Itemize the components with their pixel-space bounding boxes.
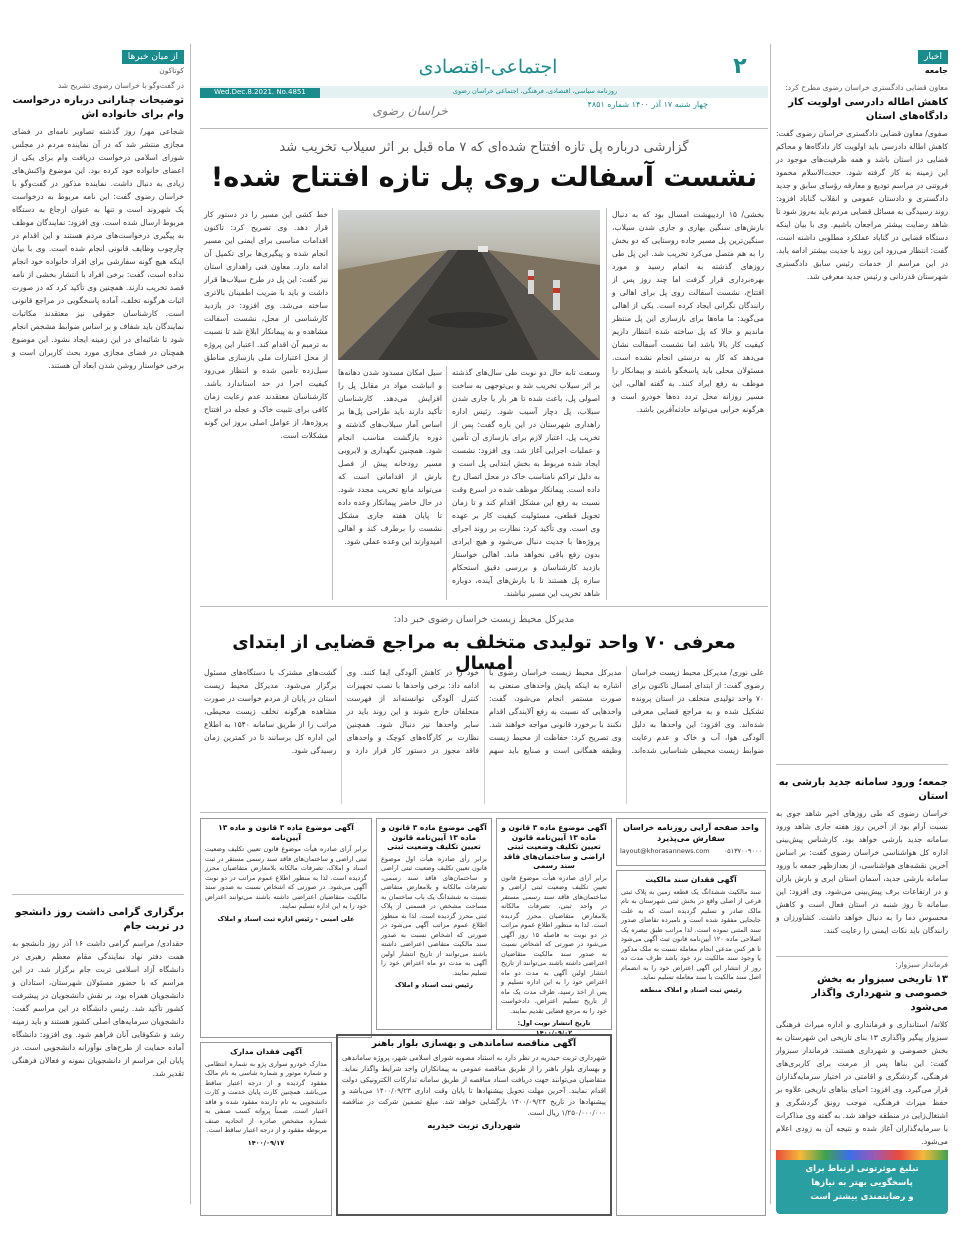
tender-footer: شهرداری تربت حیدریه: [427, 1120, 521, 1131]
notice-lost-deed: [616, 870, 766, 1216]
news3-body: کلاته/ استانداری و فرمانداری و اداره میراث فرهنگی سبزوار پیگیر واگذاری ۱۳ بنای تاریخی این شهرستان به بخش خصوصی و شهرداری هستند. فرماندار سبزوار گفت: این بناها پس از مرمت برای کاربری‌های فرهنگی، گردشگری و اقامتی در اختیار سرمایه‌گذاران قرار می‌گیرد. وی افزود: احیای بناهای تاریخی علاوه بر حفظ میراث فرهنگی، موجب رونق گردشگری و اشتغال‌زایی در منطقه خواهد شد. به گفته وی مذاکرات با سرمایه‌گذاران آغاز شده و نتیجه آن به زودی اعلام می‌شود.: [776, 1020, 948, 1146]
layout-ad-phone[interactable]: ۰۵۱۳۷۰۰۹۰۰۰: [723, 847, 762, 855]
main-body-left2: سیل امکان مسدود شدن دهانه‌ها و انباشت مواد در مقابل پل را افزایش می‌دهد. کارشناسان تأکید دارند باید طراحی پل‌ها بر اساس آمار سیلاب‌های گذشته و دوره بازگشت مناسب انجام شود. همچنین نگهداری و لایروبی مسیر رودخانه پیش از فصل بارش از اقداماتی است که می‌تواند مانع تخریب مجدد شود. در حال حاضر پیمانکار وعده داده تا پایان هفته جاری مشکل نشست را برطرف کند و اهالی امیدوارند این وعده عملی شود.: [338, 368, 442, 546]
notice2-footer: تاریخ انتشار نوبت اول: ۱۴۰۰/۰۹/۰۲: [517, 1019, 591, 1037]
main-body-left: خط کشی این مسیر را در دستور کار قرار دهد. وی تصریح کرد: تاکنون اقدامات مناسبی برای ایمنی این مسیر انجام شده و پیگیری‌ها برای تکمیل آن ادامه دارد. معاون فنی راهداری استان نیز گفت: این پل در طرح سیلاب‌ها قرار داشت و باید با ضریب اطمینان بالاتری ساخته می‌شد. وی افزود: در بازدید کارشناسی از محل، نشست آسفالت مشاهده و به پیمانکار ابلاغ شد تا نسبت به ترمیم آن اقدام کند. اعتبار این پروژه از محل اعتبارات ملی بازسازی مناطق سیل‌زده تأمین شده و انتظار می‌رود کیفیت اجرا در حد استاندارد باشد. کارشناسان معتقدند عدم رعایت زمان کافی برای تثبیت خاک و عجله در افتتاح پروژه‌ها، از عوامل اصلی بروز این گونه مشکلات است.: [204, 210, 328, 440]
header: [200, 44, 768, 126]
promo-line3: و رضایتمندی بیشتر است: [810, 1192, 914, 1202]
main-kicker: گزارشی درباره پل تازه افتتاح شده‌ای که ۷ ماه قبل بر اثر سیلاب تخریب شد: [279, 140, 689, 155]
notice4-title: آگهی موضوع ماده ۳ قانون و ماده ۱۳ آیین‌نامه: [218, 823, 354, 842]
second-kicker: مدیرکل محیط زیست خراسان رضوی خبر داد:: [393, 614, 575, 625]
left-news2-body: حقدادی/ مراسم گرامی داشت ۱۶ آذر روز دانشجو به همت دفتر نهاد نمایندگی مقام معظم رهبری در دانشگاه آزاد اسلامی تربت جام برگزار شد. در این مراسم که با حضور مسئولان شهرستان، استادان و دانشجویان همراه بود، بر نقش دانشجویان در پیشرفت کشور تأکید شد. رئیس دانشگاه در این مراسم گفت: دانشجویان سرمایه‌های اصلی کشور هستند و باید زمینه رشد و شکوفایی آنان فراهم شود. وی افزود: دانشگاه آماده حمایت از طرح‌های نوآورانه دانشجویی است. در پایان این مراسم از دانشجویان نمونه و فعالان فرهنگی تقدیر شد.: [12, 939, 184, 1078]
news-section-badge: اخبار: [918, 50, 948, 64]
notice-registration-1: [496, 818, 612, 1037]
second-body: علی نوری/ مدیرکل محیط زیست خراسان رضوی گفت: از ابتدای امسال تاکنون برای ۷۰ واحد تولیدی متخلف در استان پرونده تشکیل شده و به مراجع قضایی معرفی شده‌اند. وی افزود: این واحدها به دلیل آلودگی هوا، آب و خاک و عدم رعایت ضوابط زیست محیطی شناسایی شده‌اند. مدیرکل محیط زیست خراسان رضوی با اشاره به اینکه پایش واحدهای صنعتی به صورت مستمر انجام می‌شود، گفت: واحدهایی که نسبت به رفع آلایندگی اقدام نکنند با برخورد قانونی مواجه خواهند شد. وی تصریح کرد: حفاظت از محیط زیست وظیفه همگانی است و صنایع باید سهم خود را در کاهش آلودگی ایفا کنند. وی ادامه داد: برخی واحدها با نصب تجهیزات کنترل آلودگی توانسته‌اند از فهرست متخلفان خارج شوند و این روند باید در سایر واحدها نیز دنبال شود. همچنین نظارت بر کارگاه‌های کوچک و واحدهای فاقد مجوز در دستور کار قرار دارد و گشت‌های مشترک با دستگاه‌های مسئول برگزار می‌شود. مدیرکل محیط زیست استان در پایان از مردم خواست در صورت مشاهده هرگونه تخلف زیست محیطی، مراتب را از طریق سامانه ۱۵۴۰ به اطلاع این اداره کل برسانند تا در کمترین زمان رسیدگی شود.: [204, 668, 764, 755]
promo-line1: تبلیغ موثرتونی ارتباط برای: [805, 1164, 919, 1174]
main-body-mid: وسعت تابه حال دو نوبت طی سال‌های گذشته بر اثر سیلاب تخریب شد و بی‌توجهی به ساخت اصولی پل، باعث شده تا هر بار با جاری شدن سیلاب، پل دچار آسیب شود. رئیس اداره راهداری شهرستان در این باره گفت: پس از تخریب پل، اعتبار لازم برای بازسازی آن تأمین و عملیات اجرایی آغاز شد. وی افزود: نشست ایجاد شده مربوط به بخش ابتدایی پل است و به دلیل تراکم نامناسب خاک در محل اتصال رخ داده است. پیمانکار موظف شده در اسرع وقت نسبت به رفع این مشکل اقدام کند و تا زمان تحویل قطعی، مسئولیت کیفیت کار بر عهده وی است. وی تأکید کرد: نظارت بر روند اجرای پروژه‌ها با جدیت دنبال می‌شود و هیچ ایرادی بدون رفع باقی نخواهد ماند. اهالی خواستار بازدید کارشناسان و بررسی دقیق استحکام سازه پل هستند تا با بارش‌های آینده، دوباره شاهد تخریب این مسیر نباشند.: [452, 368, 600, 598]
notice4-footer: علی امینی - رئیس اداره ثبت اسناد و املاک: [217, 914, 355, 923]
tender-ad: [336, 1034, 612, 1216]
left-title: توضیحات چنارانی درباره درخواست وام برای خانواده اش: [12, 95, 184, 120]
layout-ad-title: واحد صفحه آرایی روزنامه خراسان سفارش می‌پذیرد: [623, 823, 759, 843]
notice6-body: مدارک خودرو سواری پژو به شماره انتظامی و شماره موتور و شماره شاسی به نام مالک مفقود گردیده و از درجه اعتبار ساقط می‌باشد. همچنین کارت پایان خدمت و کارت دانشجویی به نام دارنده مفقود شده و فاقد اعتبار است. ضمناً پروانه کسب صنفی به شماره مشخص صادره از اتحادیه صنف مربوطه مفقود و از درجه اعتبار ساقط است.: [205, 1059, 327, 1134]
tender-body: شهرداری تربت حیدریه در نظر دارد به استناد مصوبه شورای اسلامی شهر، پروژه ساماندهی و بهسازی بلوار باهنر را از طریق مناقصه عمومی به پیمانکاران واجد شرایط واگذار نماید. متقاضیان می‌توانند جهت دریافت اسناد مناقصه از طریق سامانه تدارکات الکترونیکی دولت اقدام نمایند. آخرین مهلت تحویل پیشنهادها تا پایان وقت اداری ۱۴۰۰/۰۹/۲۳ می‌باشد و پیشنهادها در تاریخ ۱۴۰۰/۰۹/۲۴ بازگشایی خواهد شد. مبلغ تضمین شرکت در مناقصه ۱/۲۵۰/۰۰۰/۰۰۰ ریال است.: [342, 1053, 606, 1117]
news1-kicker: معاون قضایی دادگستری خراسان رضوی مطرح کرد:: [785, 83, 948, 92]
second-headline: معرفی ۷۰ واحد تولیدی متخلف به مراجع قضایی از ابتدای امسال: [232, 632, 736, 674]
news-label: [776, 44, 948, 64]
notice3-body: برابر رأی صادره هیأت اول موضوع قانون تعیین تکلیف وضعیت ثبتی اراضی و ساختمان‌های فاقد سند رسمی، تصرفات مالکانه و بلامعارض متقاضی نسبت به ششدانگ یک باب ساختمان به مساحت مشخص در قسمتی از پلاک ثبتی محرز گردیده است. لذا به منظور اطلاع عموم مراتب آگهی می‌شود در صورتی که اشخاص نسبت به صدور سند مالکیت متقاضی اعتراضی داشته باشند می‌توانند از تاریخ انتشار اولین آگهی به مدت دو ماه اعتراض خود را تسلیم نمایند.: [381, 854, 487, 977]
tender-title: آگهی مناقصه ساماندهی و بهسازی بلوار باهنر: [371, 1039, 577, 1049]
left-news2-title: برگزاری گرامی داشت روز دانشجو در تربت جام: [15, 907, 184, 932]
tagline: روزنامه سیاسی، اقتصادی، فرهنگی، اجتماعی خراسان رضوی: [452, 87, 618, 95]
notice3-footer: رئیس ثبت اسناد و املاک: [395, 981, 473, 989]
promo-stripes: [776, 1150, 948, 1160]
layout-ad-email[interactable]: layout@khorasannews.com: [620, 847, 710, 855]
left-news-column: [12, 44, 184, 1204]
left-source: کوتاکون: [159, 66, 184, 75]
notice-registration-3: [200, 818, 372, 1038]
main-body-right: بخشی/ ۱۵ اردیبهشت امسال بود که به دنبال بارش‌های سنگین بهاری و جاری شدن سیلاب، سنگین‌ترین پل مسیر جاده روستایی که دو بخش را به هم متصل می‌کرد تخریب شد. این پل طی روزهای گذشته به اتمام رسید و مورد بهره‌برداری قرار گرفت اما چند روز پس از افتتاح، نشست آسفالت روی پل برای اهالی و رانندگان نگرانی ایجاد کرده است. یکی از اهالی می‌گوید: ما ماه‌ها برای بازسازی این پل منتظر ماندیم و حالا که پل ساخته شده انتظار داریم کیفیت کار بالا باشد اما نشست آسفالت نشان می‌دهد که کار به درستی انجام نشده است. مسئولان محلی باید پاسخگو باشند و پیمانکار را موظف به رفع ایراد کنند. به گفته اهالی، این مسیر روزانه محل تردد ده‌ها خودرو است و هرگونه خرابی می‌تواند حادثه‌آفرین باشد.: [612, 210, 765, 414]
notice-registration-2: [376, 818, 492, 1030]
main-headline: نشست آسفالت روی پل تازه افتتاح شده!: [210, 162, 758, 193]
bridge-photo-illustration: [338, 210, 600, 360]
left-section-badge: از میان خبرها: [122, 50, 184, 64]
news3-source: فرماندار سبزوار:: [895, 960, 948, 969]
news1-title: کاهش اطاله دادرسی اولویت کار دادگاه‌های استان: [788, 97, 948, 122]
promo-banner: [776, 1150, 948, 1214]
news2-body: خراسان رضوی که طی روزهای اخیر شاهد جوی به نسبت آرام بود از آخرین روز هفته جاری شاهد ورود سامانه جدید بارشی خواهد بود. کارشناس پیش‌بینی اداره کل هواشناسی خراسان رضوی گفت: بر اساس آخرین نقشه‌های هواشناسی، از بعدازظهر جمعه با ورود سامانه بارشی جدید، آسمان استان ابری و بارش باران و در ارتفاعات برف پیش‌بینی می‌شود. وی افزود: این سامانه تا روز شنبه در استان فعال است و کاهش محسوس دما را به دنبال خواهد داشت. کشاورزان و رانندگان باید نکات ایمنی را رعایت کنند.: [776, 809, 948, 935]
notice2-body: برابر آرای صادره هیأت موضوع قانون تعیین تکلیف وضعیت ثبتی اراضی و ساختمان‌های فاقد سند رسمی مستقر در واحد ثبتی، تصرفات مالکانه بلامعارض متقاضیان محرز گردیده است. لذا به منظور اطلاع عموم مراتب در دو نوبت به فاصله ۱۵ روز آگهی می‌شود در صورتی که اشخاص نسبت به صدور سند مالکیت متقاضیان اعتراضی داشته باشند می‌توانند از تاریخ انتشار اولین آگهی به مدت دو ماه اعتراض خود را به این اداره تسلیم و پس از اخذ رسید، ظرف مدت یک ماه از تاریخ تسلیم اعتراض، دادخواست خود را به مرجع قضایی تقدیم نمایند.: [501, 873, 607, 1015]
news1-body: صفوی/ معاون قضایی دادگستری خراسان رضوی گفت: کاهش اطاله دادرسی باید اولویت کار دادگاه‌ها و محاکم قضایی در استان باشد و همه ظرفیت‌های موجود در این زمینه به کار گرفته شود. حجت‌الاسلام محمود فروتنی در مراسم تودیع و معارفه رؤسای سابق و جدید دادگستری و دادستان عمومی و انقلاب گناباد افزود: روند رسیدگی به مسائل قضایی مردم باید به‌روز شود تا شاهد رضایت بیشتر مراجعان باشیم. وی با بیان اینکه دستگاه قضایی در گناباد عملکرد مطلوبی داشته است، گفت: انتظار می‌رود این روند با جدیت بیشتر ادامه یابد. در این مراسم از خدمات رئیس سابق دادگستری شهرستان قدردانی و رئیس جدید معرفی شد.: [776, 129, 948, 281]
promo-line2: پاسخگویی بهتر به نیازها: [811, 1178, 913, 1188]
right-news-column: [776, 44, 948, 1204]
section-title: اجتماعی-اقتصادی: [418, 56, 558, 78]
notice2-title: آگهی موضوع ماده ۳ قانون و ماده ۱۳ آیین‌نامه قانون تعیین تکلیف وضعیت ثبتی اراضی و ساختمان‌های فاقد سند رسمی: [501, 823, 607, 870]
newspaper-logo: خراسان رضوی: [372, 104, 448, 118]
issue-date-en: Wed.Dec.8.2021. No.4851: [200, 88, 320, 98]
notice6-footer: ۱۴۰۰/۰۹/۱۷: [247, 1138, 285, 1147]
bridge-photo: [338, 210, 600, 360]
issue-date: چهار شنبه ۱۷ آذر ۱۴۰۰ شماره ۴۸۵۱: [587, 100, 708, 109]
news1-source: جامعه: [924, 66, 948, 75]
notice3-title: آگهی موضوع ماده ۳ قانون و ماده ۱۳ آیین‌نامه قانون تعیین تکلیف وضعیت ثبتی: [381, 823, 487, 851]
notice4-body: برابر آرای صادره هیأت موضوع قانون تعیین تکلیف وضعیت ثبتی اراضی و ساختمان‌های فاقد سند رسمی مستقر در ثبت اسناد و املاک، تصرفات مالکانه بلامعارض متقاضیان محرز گردیده است. لذا به منظور اطلاع عموم مراتب در دو نوبت آگهی می‌شود. در صورتی که اشخاص نسبت به صدور سند مالکیت متقاضیان اعتراضی داشته باشند می‌توانند اعتراض خود را به این اداره تسلیم نمایند.: [205, 845, 367, 910]
notice-lost-documents: [200, 1042, 332, 1216]
left-kicker: در گفت‌وگو با خراسان رضوی تشریح شد: [57, 81, 184, 90]
notice1-body: سند مالکیت ششدانگ یک قطعه زمین به پلاک ثبتی فرعی از اصلی واقع در بخش ثبتی شهرستان به نام مالک صادر و تسلیم گردیده است که به علت جابجایی مفقود شده است و نامبرده تقاضای صدور سند المثنی نموده است. لذا مراتب طبق تبصره یک اصلاحی ماده ۱۲۰ آیین‌نامه قانون ثبت آگهی می‌شود تا هر کس مدعی انجام معامله نسبت به ملک مذکور یا وجود سند مالکیت نزد خود باشد ظرف مدت ده روز از انتشار این آگهی اعتراض خود را به انضمام اصل سند مالکیت یا سند معامله تسلیم نماید.: [621, 887, 761, 981]
notice1-footer: رئیس ثبت اسناد و املاک منطقه: [640, 985, 742, 994]
page-number: ۲: [712, 54, 768, 90]
layout-service-ad: [616, 818, 766, 866]
news3-title: ۱۳ تاریخی سبزوار به بخش خصوصی و شهرداری واگذار می‌شود: [811, 974, 948, 1013]
left-body: شجاعی مهر/ روز گذشته تصاویر نامه‌ای در فضای مجازی منتشر شد که در آن نماینده مردم در مجلس شورای اسلامی درخواست دریافت وام برای یکی از اعضای خانواده خود کرده بود. این موضوع واکنش‌های زیادی به دنبال داشت. نماینده مذکور در گفت‌وگو با خراسان رضوی گفت: این نامه مربوط به درخواست یک شهروند است و تنها به عنوان ارجاع به دستگاه مربوط ارسال شده است. وی افزود: نمایندگان موظف به پیگیری درخواست‌های مردم هستند و این اقدام در چارچوب وظایف قانونی انجام شده است. وی با بیان اینکه هیچ گونه سفارشی برای افراد خانواده خود انجام نداده است، گفت: برخی افراد با انتشار بخشی از نامه قصد تخریب دارند. همچنین وی تأکید کرد که در صورت اثبات هرگونه تخلف، آماده پاسخگویی در مراجع قانونی است. کارشناسان حقوقی نیز معتقدند مکاتبات نمایندگان باید شفاف و بر اساس ضوابط مشخص انجام شود تا شائبه‌ای در این زمینه ایجاد نشود. این موضوع همچنان در فضای مجازی مورد بحث کاربران است و برخی خواستار روشن شدن ابعاد آن هستند.: [12, 127, 184, 370]
news2-title: جمعه؛ ورود سامانه جدید بارشی به استان: [778, 777, 948, 802]
notice1-title: آگهی فقدان سند مالکیت: [645, 875, 737, 884]
notice6-title: آگهی فقدان مدارک: [230, 1047, 302, 1056]
